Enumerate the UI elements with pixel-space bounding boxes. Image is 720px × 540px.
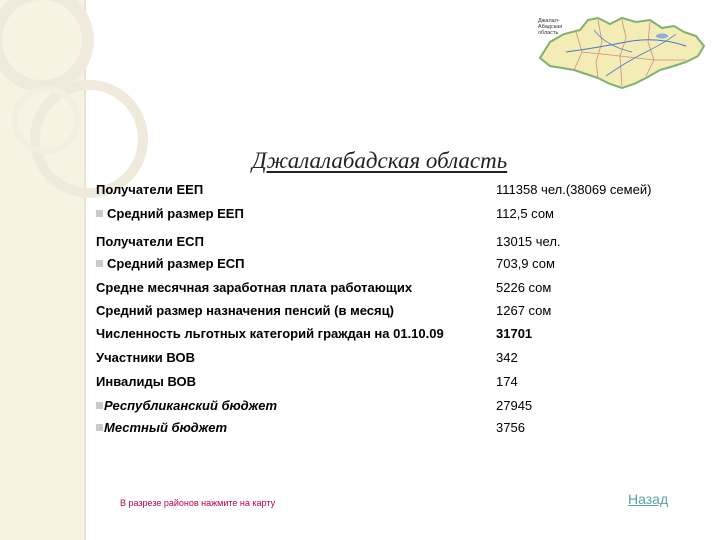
svg-text:Джалал-: Джалал- [538, 18, 560, 24]
row-label: Местный бюджет [104, 420, 228, 435]
row-value: 112,5 сом [496, 206, 554, 221]
page-title: Джалалабадская область [252, 148, 508, 173]
row-label: Средний размер ЕСП [107, 256, 245, 271]
row-value: 3756 [496, 420, 525, 435]
row-value: 1267 сом [496, 303, 552, 318]
map-region-label [538, 18, 562, 36]
svg-text:область: область [538, 30, 559, 36]
row-label-item [96, 420, 227, 435]
row-label: Инвалиды ВОВ [96, 374, 197, 389]
row-label: Получатели ЕСП [96, 234, 204, 249]
row-label: Средний размер назначения пенсий (в месяц) [96, 303, 394, 318]
row-value: 31701 [496, 326, 533, 341]
row-value: 27945 [496, 398, 533, 413]
row-label: Получатели ЕЕП [96, 182, 204, 197]
region-map[interactable] [536, 12, 708, 92]
row-label-item [96, 206, 244, 221]
bullet-icon [96, 424, 103, 431]
map-hint-text: В разрезе районов нажмите на карту [120, 498, 276, 508]
row-label-item [96, 398, 277, 413]
bullet-icon [96, 260, 103, 267]
row-value: 5226 сом [496, 280, 552, 295]
region-map-outline [540, 18, 704, 88]
decor-ring [12, 86, 80, 154]
row-value: 13015 чел. [496, 234, 561, 249]
row-label: Участники ВОВ [96, 350, 195, 365]
row-value: 342 [496, 350, 518, 365]
lake [656, 34, 668, 39]
row-value: 174 [496, 374, 518, 389]
row-label-item [96, 256, 245, 271]
row-value: 111358 чел.(38069 семей) [496, 182, 652, 197]
row-label: Средне месячная заработная плата работающих [96, 280, 413, 295]
bullet-icon [96, 402, 103, 409]
row-label: Средний размер ЕЕП [107, 206, 244, 221]
bullet-icon [96, 210, 103, 217]
row-label: Республиканский бюджет [104, 398, 278, 413]
svg-text:Абадская: Абадская [538, 24, 563, 30]
row-value: 703,9 сом [496, 256, 555, 271]
back-link[interactable]: Назад [628, 491, 669, 507]
row-label: Численность льготных категорий граждан на 01.10.09 [96, 326, 444, 341]
